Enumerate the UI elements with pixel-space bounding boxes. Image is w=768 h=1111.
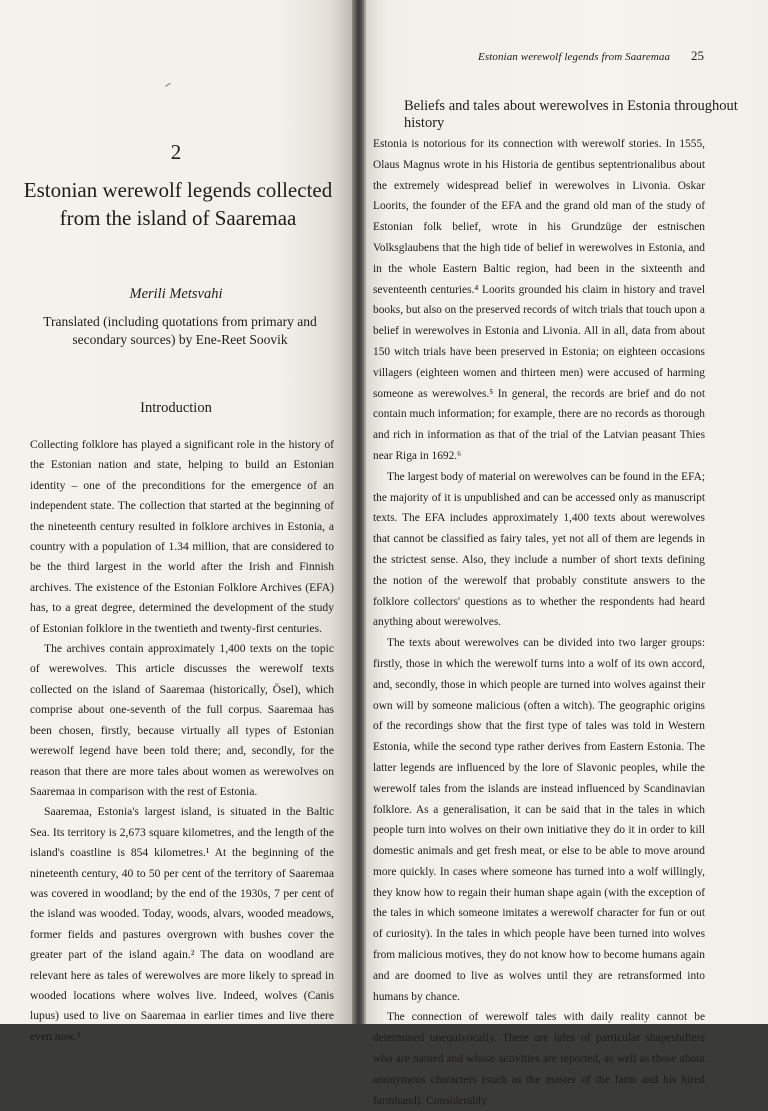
page-number: 25 [691, 48, 704, 63]
running-head: Estonian werewolf legends from Saaremaa [478, 51, 671, 63]
right-page [366, 0, 768, 1107]
section-heading-introduction: Introduction [140, 400, 212, 416]
stray-pen-mark [165, 83, 173, 91]
translator-note: Translated (including quotations from primary and secondary sources) by Ene-Reet Soovik [43, 314, 317, 347]
paragraph: Collecting folklore has played a significant role in the history of the Estonian nation and state, helping to build an Estonian identity – one of the preconditions for the emergence of an independent state. The collection that started at the beginning of the nineteenth century resulted in folklore archives in Estonia, a country with a population of 1.34 million, that are considered to be the third largest in the world after the Irish and Finnish archives. The existence of the Estonian Folklore Archives (EFA) has, to a great degree, determined the development of the study of Estonian folklore in the twentieth and twenty-first centuries. [30, 438, 334, 635]
right-body-text [373, 134, 705, 1111]
paragraph: Estonia is notorious for its connection with werewolf stories. In 1555, Olaus Magnus wrote in his Historia de gentibus septentrionalibus about the extremely widespread belief in werewolves in Livonia. Oskar Loorits, the founder of the EFA and the grand old man of the study of Estonian folk belief, wrote in his Grundzüge der estnischen Volksglaubens that the high tide of belief in werewolves in Estonia, and in the whole Eastern Baltic region, had been in the sixteenth and seventeenth centuries.⁴ Loorits grounded his claim in history and travel books, but also on the preserved records of witch trials that touch upon a belief in werewolves in Estonia and Livonia. All in all, data from about 150 witch trials have been preserved in Estonia; on eighteen occasions villagers (eighteen women and thirteen men) were accused of harming someone as werewolves.⁵ In general, the records are brief and do not contain much information; for example, there are no records as thorough and rich in information as that of the trial of the Latvian peasant Thies near Riga in 1692.⁶ [373, 138, 705, 462]
chapter-number: 2 [170, 140, 182, 164]
left-body-text [30, 435, 334, 1047]
left-page [0, 0, 352, 1043]
section-heading-beliefs: Beliefs and tales about werewolves in Estonia throughout history [404, 98, 738, 131]
paragraph: The connection of werewolf tales with daily reality cannot be determined unequivocally. There are tales of particular shapeshifters who are named and whose activities are reported, as well as those about anonymous characters (such as the master of the farm and his hired farmhand). Considerably [373, 1011, 705, 1107]
paragraph: Saaremaa, Estonia's largest island, is situated in the Baltic Sea. Its territory is 2,673 square kilometres, and the length of the island's coastline is 854 kilometres.¹ At the beginning of the nineteenth century, 40 to 50 per cent of the territory of Saaremaa was covered in woodland; by the end of the 1930s, 7 per cent of the island was wooded. Today, woods, alvars, wooded meadows, former fields and pastures overgrown with bushes cover the greater part of the island again.² The data on woodland are relevant here as tales of werewolves are more likely to spread in wooded locations where wolves live. Indeed, wolves (Canis lupus) used to live on Saaremaa in earlier times and live there even now.³ [30, 805, 334, 1043]
chapter-title: Estonian werewolf legends collected from the island of Saaremaa [23, 178, 333, 230]
author-name: Merili Metsvahi [129, 286, 223, 302]
paragraph: The largest body of material on werewolves can be found in the EFA; the majority of it is unpublished and can be accessed only as manuscript texts. The EFA includes approximately 1,400 texts about werewolves that cannot be classified as fairy tales, yet not all of them are legends in the strictest sense. Also, they include a number of short texts defining the notion of the werewolf that probably constitute answers to the folklore collectors' questions as to whether the respondents had heard anything about werewolves. [373, 470, 705, 629]
paragraph: The texts about werewolves can be divided into two larger groups: firstly, those in which the werewolf turns into a wolf of its own accord, and, secondly, those in which people are turned into wolves against their own will by someone malicious (often a witch). The geographic origins of the recordings show that the first type of tales was told in Western Estonia, while the second type rather derives from Eastern Estonia. The latter legends are influenced by the lore of Slavonic peoples, while the werewolf tales from the islands are instead influenced by Scandinavian folklore. As a generalisation, it can be said that in the tales in which people turn into wolves on their own initiative they do it in order to kill domestic animals and get fresh meat, or else to be able to move around more quickly. In cases where someone has turned into a wolf willingly, they know how to regain their human shape again (with the exception of the tales in which someone imitates a werewolf character for fun or out of curiosity). In the tales in which people have been turned into wolves from malicious motives, they do not know how to become humans again and are doomed to live as wolves until they are retransformed into humans by chance. [373, 637, 705, 1003]
paragraph: The archives contain approximately 1,400 texts on the topic of werewolves. This article discusses the werewolf texts collected on the island of Saaremaa (historically, Ösel), which comprise about one-seventh of the full corpus. Saaremaa has been chosen, firstly, because virtually all types of Estonian werewolf legend have been told there; and, secondly, for the reason that there are more tales about women as werewolves on Saaremaa in comparison with the rest of Estonia. [30, 642, 334, 798]
book-gutter [352, 0, 366, 1024]
